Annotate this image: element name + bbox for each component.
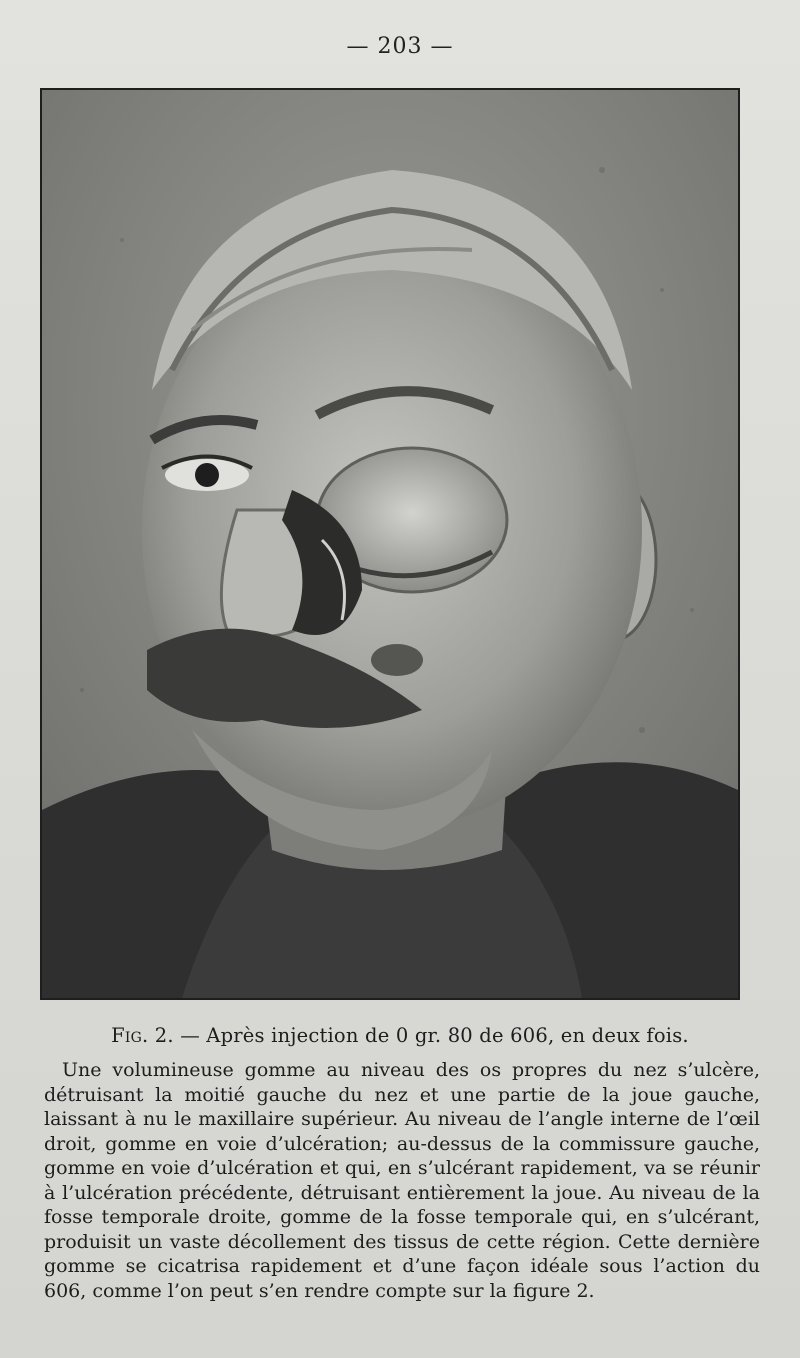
figure-caption — [0, 1024, 800, 1047]
patient-photograph — [40, 88, 740, 1000]
figure-caption-text: — Après injection de 0 gr. 80 de 606, en deux fois. — [173, 1024, 689, 1047]
page-number: — 203 — — [346, 34, 454, 59]
case-description-paragraph: Une volumineuse gomme au niveau des os propres du nez s’ulcère, détruisant la moitié gauche du nez et une partie de la joue gauche, laissant à nu le maxillaire supérieur. Au niveau de l’angle interne de l’œil droit, gomme en voie d’ulcération; au-dessus de la commissure gauche, gomme en voie d’ulcération et qui, en s’ulcérant rapidement, va se réunir à l’ulcération précédente, détruisant entièrement la joue. Au niveau de la fosse temporale droite, gomme de la fosse temporale qui, en s’ulcérant, produisit un vaste décollement des tissus de cette région. Cette dernière gomme se cicatrisa rapidement et d’une façon idéale sous l’action du 606, comme l’on peut s’en rendre compte sur la figure 2. — [44, 1059, 760, 1302]
portrait-illustration — [42, 90, 738, 998]
figure-label: Fig. 2. — [111, 1024, 174, 1047]
